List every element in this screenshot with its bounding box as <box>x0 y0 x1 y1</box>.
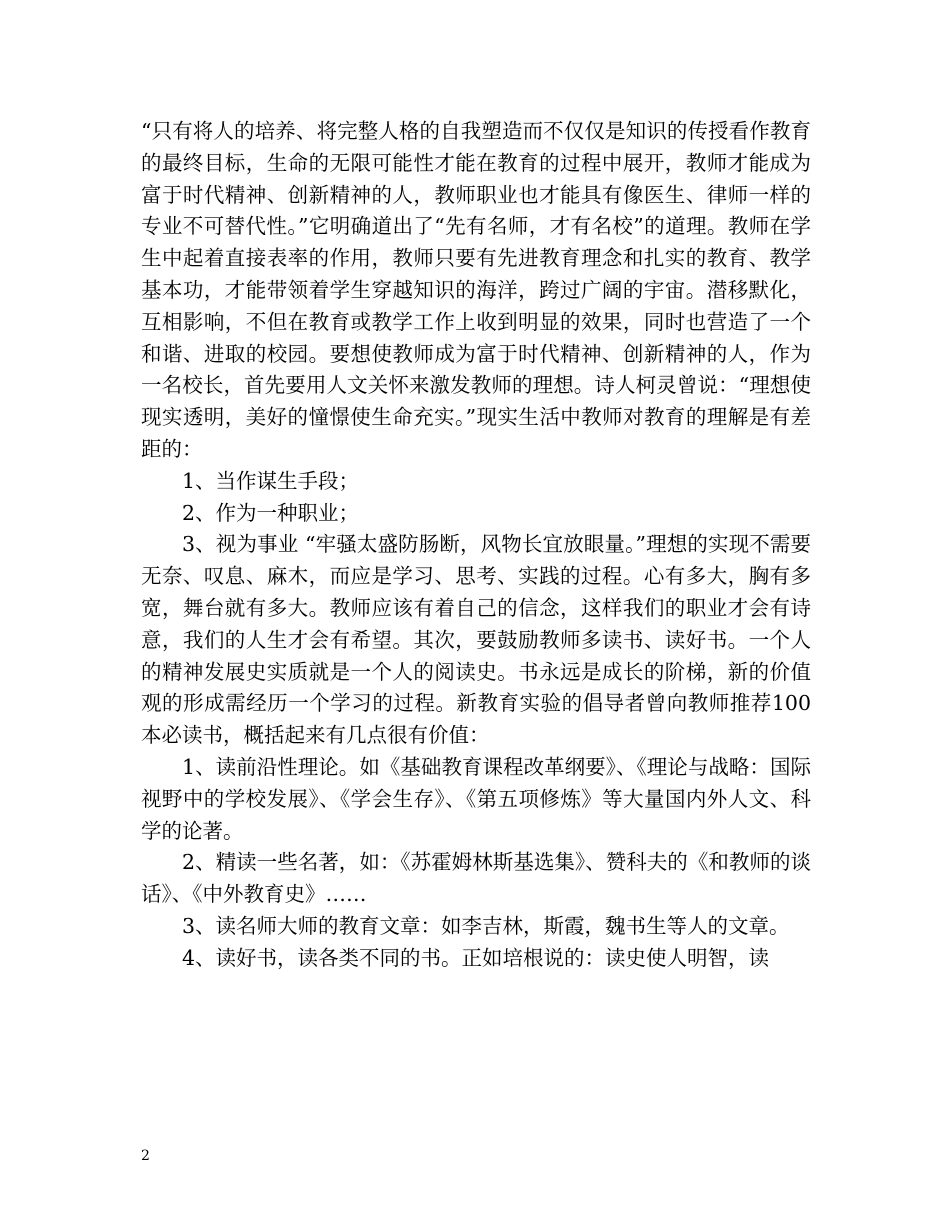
paragraph-8: 4、读好书，读各类不同的书。正如培根说的：读史使人明智，读 <box>182 945 770 970</box>
paragraph-6: 2、精读一些名著，如：《苏霍姆林斯基选集》、赞科夫的《和教师的谈话》、《中外教育史》…… <box>141 850 811 907</box>
paragraph-7: 3、读名师大师的教育文章：如李吉林，斯霞，魏书生等人的文章。 <box>182 913 790 938</box>
document-body <box>141 116 811 975</box>
paragraph-4: 3、视为事业 “牢骚太盛防肠断，风物长宜放眼量。”理想的实现不需要无奈、叹息、麻木，而应是学习、思考、实践的过程。心有多大，胸有多宽，舞台就有多大。教师应该有着自己的信念，这样我们的职业才会有诗意，我们的人生才会有希望。其次，要鼓励教师多读书、读好书。一个人的精神发展史实质就是一个人的阅读史。书永远是成长的阶梯，新的价值观的形成需经历一个学习的过程。新教育实验的倡导者曾向教师推荐100本必读书，概括起来有几点很有价值： <box>141 532 811 748</box>
paragraph-2: 1、当作谋生手段； <box>182 468 360 493</box>
paragraph-3: 2、作为一种职业； <box>182 500 360 525</box>
page-number: 2 <box>141 1148 150 1164</box>
paragraph-1: “只有将人的培养、将完整人格的自我塑造而不仅仅是知识的传授看作教育的最终目标，生命的无限可能性才能在教育的过程中展开，教师才能成为富于时代精神、创新精神的人，教师职业也才能具有像医生、律师一样的专业不可替代性。”它明确道出了“先有名师，才有名校”的道理。教师在学生中起着直接表率的作用，教师只要有先进教育理念和扎实的教育、教学基本功，才能带领着学生穿越知识的海洋，跨过广阔的宇宙。潜移默化，互相影响，不但在教育或教学工作上收到明显的效果，同时也营造了一个和谐、进取的校园。要想使教师成为富于时代精神、创新精神的人，作为一名校长，首先要用人文关怀来激发教师的理想。诗人柯灵曾说：“理想使现实透明，美好的憧憬使生命充实。”现实生活中教师对教育的理解是有差距的： <box>141 119 811 461</box>
paragraph-5: 1、读前沿性理论。如《基础教育课程改革纲要》、《理论与战略：国际视野中的学校发展》、《学会生存》、《第五项修炼》等大量国内外人文、科学的论著。 <box>141 754 811 843</box>
